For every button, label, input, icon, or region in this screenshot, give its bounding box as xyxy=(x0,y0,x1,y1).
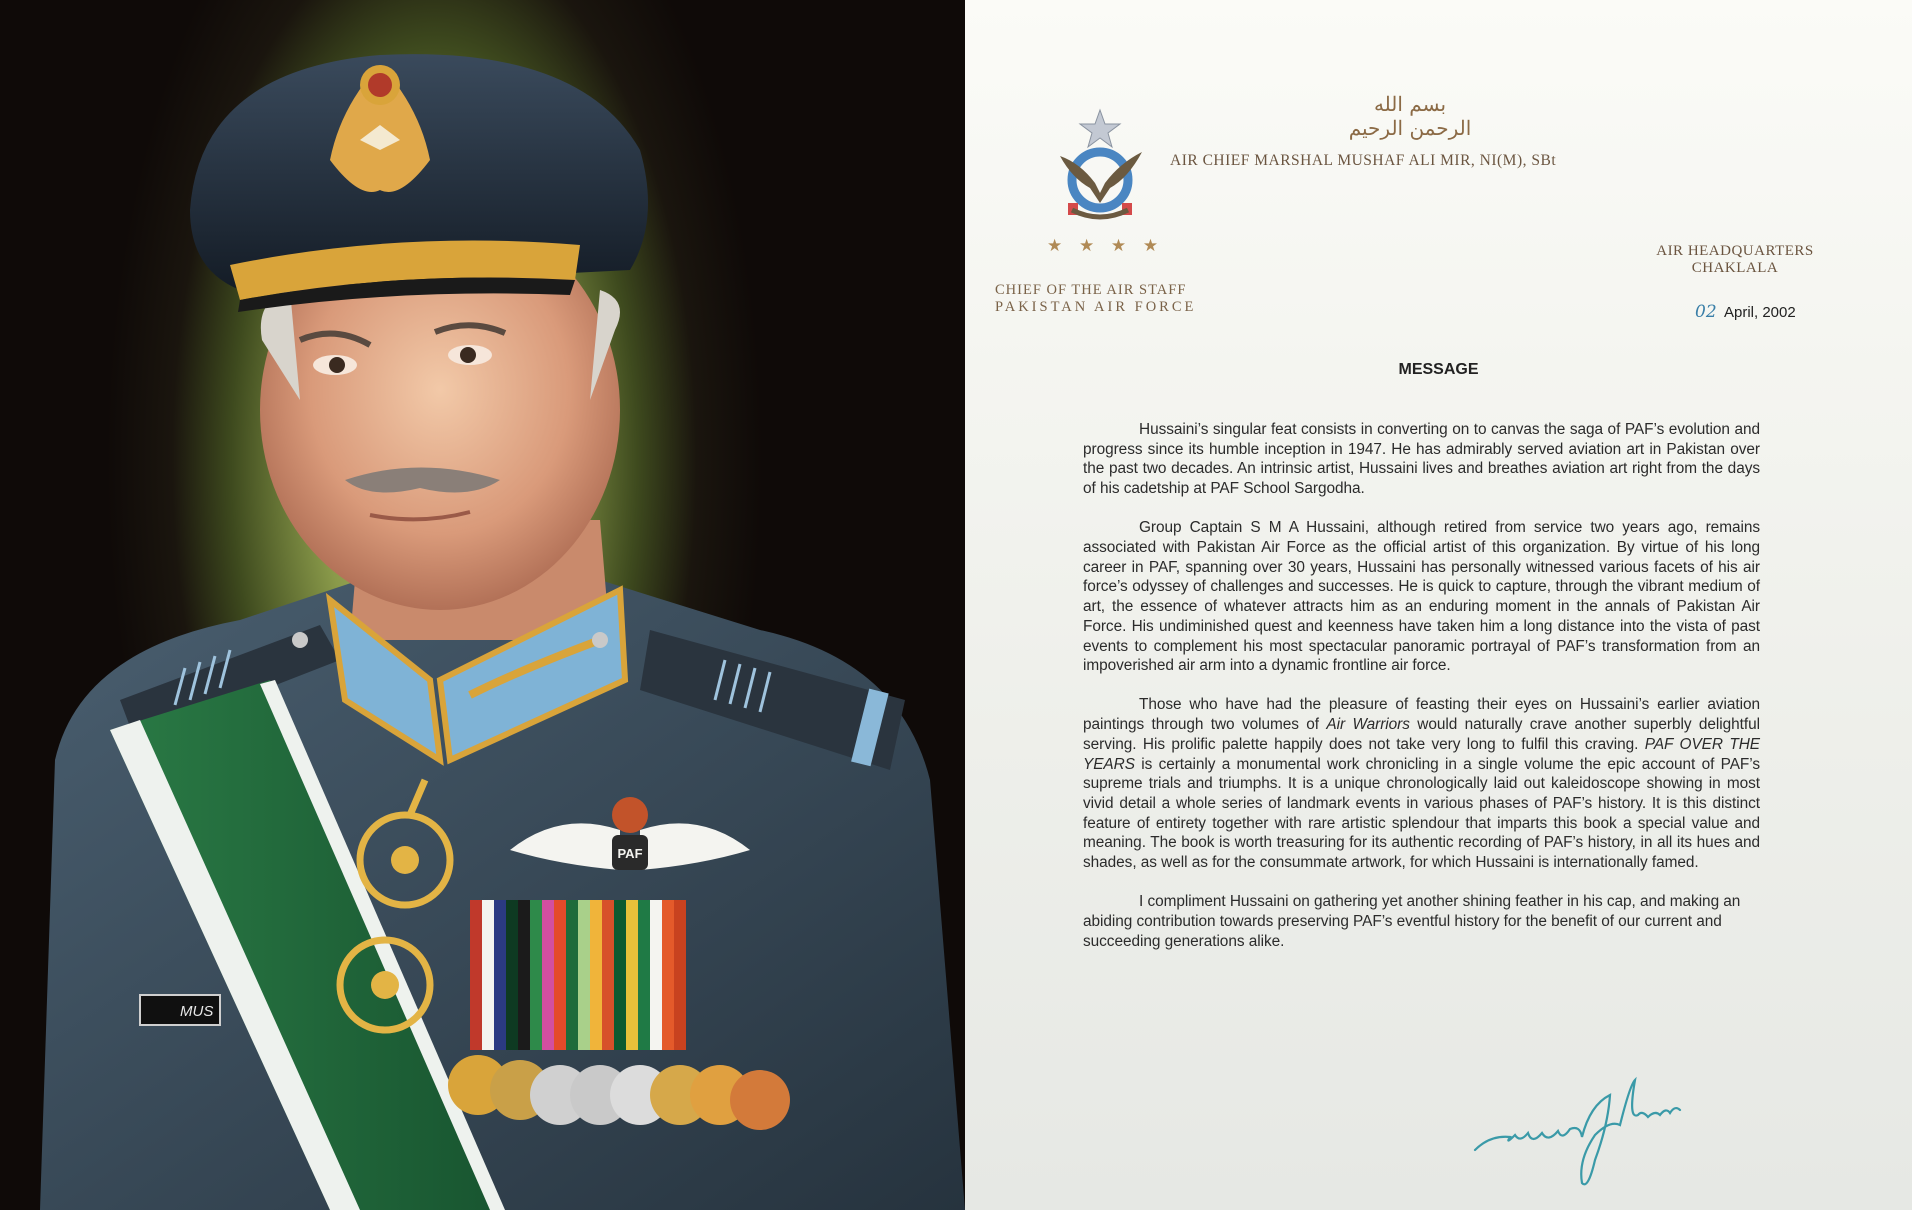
officer-name: AIR CHIEF MARSHAL MUSHAF ALI MIR, NI(M), SBt xyxy=(1170,152,1557,169)
paragraph-2: Group Captain S M A Hussaini, although retired from service two years ago, remains associated with Pakistan Air Force as the official artist of this organization. By virtue of his long career in PAF, spanning over 30 years, Hussaini has personally witnessed various facets of his air force’s odyssey of challenges and successes. He is quick to capture, through the vibrant medium of art, the essence of whatever attracts him as an enduring moment in the annals of Pakistan Air Force. His undiminished quest and keenness have taken him a long distance into the vista of past events to complement his most spectacular panoramic portrayal of PAF’s transformation from an impoverished air arm into a dynamic frontline air force. xyxy=(1083,519,1760,675)
book-title-paf-over-the-years: PAF OVER THE YEARS xyxy=(1083,735,1760,773)
office-title xyxy=(995,282,1196,316)
paragraph-3-text-b: would naturally crave another superbly delightful serving. His prolific palette happily does not take very long to fulfil this craving. xyxy=(1083,716,1760,753)
name-tag xyxy=(140,995,220,1025)
office-title-line1: CHIEF OF THE AIR STAFF xyxy=(995,282,1187,298)
message-letter xyxy=(965,0,1912,1210)
headquarters-line1: AIR HEADQUARTERS xyxy=(1656,243,1814,259)
signature-icon xyxy=(1470,1065,1710,1195)
bismillah-calligraphy: بسم الله الرحمن الرحيم xyxy=(1348,92,1472,140)
office-title-line2: PAKISTAN AIR FORCE xyxy=(995,299,1197,315)
date-day-handwritten: 02 xyxy=(1695,302,1717,322)
paragraph-3 xyxy=(1083,695,1760,872)
medal-ribbons xyxy=(470,900,686,1050)
paf-emblem-icon xyxy=(1050,108,1150,224)
paragraph-4: I compliment Hussaini on gathering yet another shining feather in his cap, and making an abiding contribution towards preserving PAF’s eventful history for the benefit of our current and succeeding generations alike. xyxy=(1083,893,1741,950)
paragraph-1: Hussaini’s singular feat consists in converting on to canvas the saga of PAF’s evolution and progress since its humble inception in 1947. He has admirably served aviation art in Pakistan over the past two decades. An intrinsic artist, Hussaini lives and breathes aviation art right from the days of his cadetship at PAF School Sargodha. xyxy=(1083,421,1760,498)
paragraph-3-text-c: is certainly a monumental work chronicling in a single volume the epic account of PAF’s supreme trials and triumphs. It is a unique chronologically laid out kaleidoscope showing in most vivid detail a whole series of landmark events in various phases of PAF’s history. It is this distinct feature of entirety together with rare artistic splendour that imparts this book a special value and meaning. The book is worth treasuring for its authentic recording of PAF’s history, in all its hues and shades, as well as for the consummate artwork, for which Hussaini is internationally famed. xyxy=(1083,755,1760,872)
rank-stars-icon: ★ ★ ★ ★ xyxy=(1047,236,1165,255)
svg-text:MUS: MUS xyxy=(180,1003,214,1020)
headquarters-address xyxy=(1645,243,1825,277)
date-month-year: April, 2002 xyxy=(1723,304,1796,321)
headquarters-line2: CHAKLALA xyxy=(1691,260,1779,276)
letter-date xyxy=(1695,302,1796,322)
svg-text:PAF: PAF xyxy=(617,846,643,861)
message-heading: MESSAGE xyxy=(1398,361,1479,378)
book-title-air-warriors: Air Warriors xyxy=(1326,716,1410,734)
paragraph-3-text-a: Those who have had the pleasure of feasting their eyes on Hussaini’s earlier aviation paintings through two volumes of xyxy=(1083,696,1760,734)
message-body xyxy=(1083,420,1760,971)
